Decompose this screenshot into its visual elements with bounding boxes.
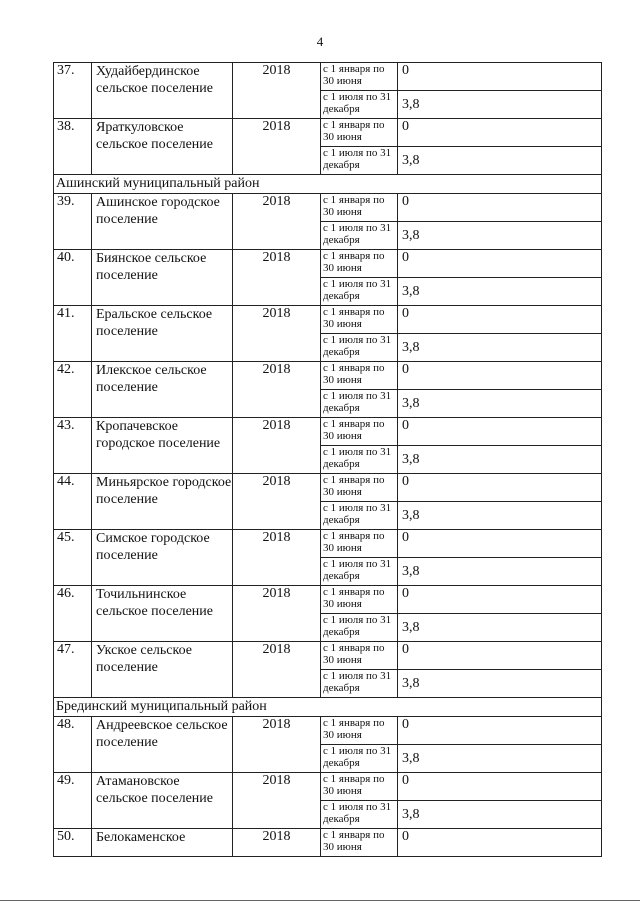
row-number: 43.: [54, 418, 92, 474]
rate-first-half: 0: [398, 474, 602, 502]
table-row: [54, 194, 602, 222]
settlement-name: Еральское сельское поселение: [92, 306, 233, 362]
settlement-name: Кропачевское городское поселение: [92, 418, 233, 474]
rate-first-half: 0: [398, 829, 602, 857]
table-row: [54, 119, 602, 147]
settlement-name: Укское сельское поселение: [92, 642, 233, 698]
period-first-half: с 1 января по 30 июня: [321, 119, 398, 147]
period-second-half: с 1 июля по 31 декабря: [321, 670, 398, 698]
period-second-half: с 1 июля по 31 декабря: [321, 446, 398, 474]
settlement-name: Точильнинское сельское поселение: [92, 586, 233, 642]
settlement-name: Андреевское сельское поселение: [92, 717, 233, 773]
period-second-half: с 1 июля по 31 декабря: [321, 147, 398, 175]
year-cell: 2018: [233, 418, 321, 474]
period-first-half: с 1 января по 30 июня: [321, 194, 398, 222]
table-body: [54, 63, 602, 857]
rate-second-half: 3,8: [398, 91, 602, 119]
table-row: [54, 250, 602, 278]
table-row: [54, 586, 602, 614]
period-first-half: с 1 января по 30 июня: [321, 306, 398, 334]
period-first-half: с 1 января по 30 июня: [321, 63, 398, 91]
settlement-name: Илекское сельское поселение: [92, 362, 233, 418]
bottom-rule: [0, 900, 640, 901]
rate-first-half: 0: [398, 362, 602, 390]
rate-first-half: 0: [398, 306, 602, 334]
year-cell: 2018: [233, 250, 321, 306]
tax-rate-table: [53, 62, 602, 857]
row-number: 41.: [54, 306, 92, 362]
rate-first-half: 0: [398, 642, 602, 670]
page-number: 4: [316, 34, 324, 49]
period-first-half: с 1 января по 30 июня: [321, 642, 398, 670]
settlement-name: Худайбердинское сельское поселение: [92, 63, 233, 119]
row-number: 40.: [54, 250, 92, 306]
table-row: [54, 362, 602, 390]
year-cell: 2018: [233, 63, 321, 119]
rate-second-half: 3,8: [398, 147, 602, 175]
rate-second-half: 3,8: [398, 745, 602, 773]
table-row: [54, 63, 602, 91]
rate-first-half: 0: [398, 586, 602, 614]
rate-first-half: 0: [398, 418, 602, 446]
region-header-row: [54, 175, 602, 194]
rate-second-half: 3,8: [398, 222, 602, 250]
rate-first-half: 0: [398, 250, 602, 278]
rate-second-half: 3,8: [398, 614, 602, 642]
settlement-name: Миньярское городское поселение: [92, 474, 233, 530]
rate-second-half: 3,8: [398, 390, 602, 418]
year-cell: 2018: [233, 530, 321, 586]
rate-first-half: 0: [398, 63, 602, 91]
rate-second-half: 3,8: [398, 801, 602, 829]
period-second-half: с 1 июля по 31 декабря: [321, 502, 398, 530]
rate-first-half: 0: [398, 717, 602, 745]
region-header-row: [54, 698, 602, 717]
table-row: [54, 829, 602, 857]
settlement-name: Атамановское сельское поселение: [92, 773, 233, 829]
period-second-half: с 1 июля по 31 декабря: [321, 390, 398, 418]
year-cell: 2018: [233, 362, 321, 418]
period-first-half: с 1 января по 30 июня: [321, 250, 398, 278]
settlement-name: Биянское сельское поселение: [92, 250, 233, 306]
rate-second-half: 3,8: [398, 670, 602, 698]
row-number: 48.: [54, 717, 92, 773]
table-row: [54, 418, 602, 446]
table-row: [54, 642, 602, 670]
settlement-name: Ашинское городское поселение: [92, 194, 233, 250]
period-first-half: с 1 января по 30 июня: [321, 418, 398, 446]
row-number: 49.: [54, 773, 92, 829]
period-first-half: с 1 января по 30 июня: [321, 586, 398, 614]
rate-second-half: 3,8: [398, 334, 602, 362]
year-cell: 2018: [233, 829, 321, 857]
year-cell: 2018: [233, 773, 321, 829]
period-first-half: с 1 января по 30 июня: [321, 829, 398, 857]
table-row: [54, 717, 602, 745]
year-cell: 2018: [233, 642, 321, 698]
period-first-half: с 1 января по 30 июня: [321, 717, 398, 745]
period-second-half: с 1 июля по 31 декабря: [321, 801, 398, 829]
year-cell: 2018: [233, 717, 321, 773]
row-number: 39.: [54, 194, 92, 250]
rate-second-half: 3,8: [398, 278, 602, 306]
rate-first-half: 0: [398, 773, 602, 801]
table-row: [54, 530, 602, 558]
row-number: 46.: [54, 586, 92, 642]
row-number: 47.: [54, 642, 92, 698]
period-second-half: с 1 июля по 31 декабря: [321, 745, 398, 773]
row-number: 50.: [54, 829, 92, 857]
rate-first-half: 0: [398, 530, 602, 558]
settlement-name: Симское городское поселение: [92, 530, 233, 586]
period-first-half: с 1 января по 30 июня: [321, 362, 398, 390]
rate-first-half: 0: [398, 194, 602, 222]
table-row: [54, 306, 602, 334]
period-first-half: с 1 января по 30 июня: [321, 474, 398, 502]
table-row: [54, 474, 602, 502]
rate-second-half: 3,8: [398, 502, 602, 530]
row-number: 45.: [54, 530, 92, 586]
year-cell: 2018: [233, 474, 321, 530]
year-cell: 2018: [233, 586, 321, 642]
period-second-half: с 1 июля по 31 декабря: [321, 91, 398, 119]
period-second-half: с 1 июля по 31 декабря: [321, 222, 398, 250]
region-title: Ашинский муниципальный район: [54, 175, 602, 194]
row-number: 42.: [54, 362, 92, 418]
row-number: 44.: [54, 474, 92, 530]
year-cell: 2018: [233, 306, 321, 362]
period-first-half: с 1 января по 30 июня: [321, 773, 398, 801]
rate-second-half: 3,8: [398, 446, 602, 474]
rate-second-half: 3,8: [398, 558, 602, 586]
period-second-half: с 1 июля по 31 декабря: [321, 614, 398, 642]
period-second-half: с 1 июля по 31 декабря: [321, 334, 398, 362]
year-cell: 2018: [233, 119, 321, 175]
rate-first-half: 0: [398, 119, 602, 147]
region-title: Брединский муниципальный район: [54, 698, 602, 717]
table-row: [54, 773, 602, 801]
year-cell: 2018: [233, 194, 321, 250]
row-number: 37.: [54, 63, 92, 119]
settlement-name: Яраткуловское сельское поселение: [92, 119, 233, 175]
period-second-half: с 1 июля по 31 декабря: [321, 558, 398, 586]
period-second-half: с 1 июля по 31 декабря: [321, 278, 398, 306]
period-first-half: с 1 января по 30 июня: [321, 530, 398, 558]
settlement-name: Белокаменское: [92, 829, 233, 857]
row-number: 38.: [54, 119, 92, 175]
